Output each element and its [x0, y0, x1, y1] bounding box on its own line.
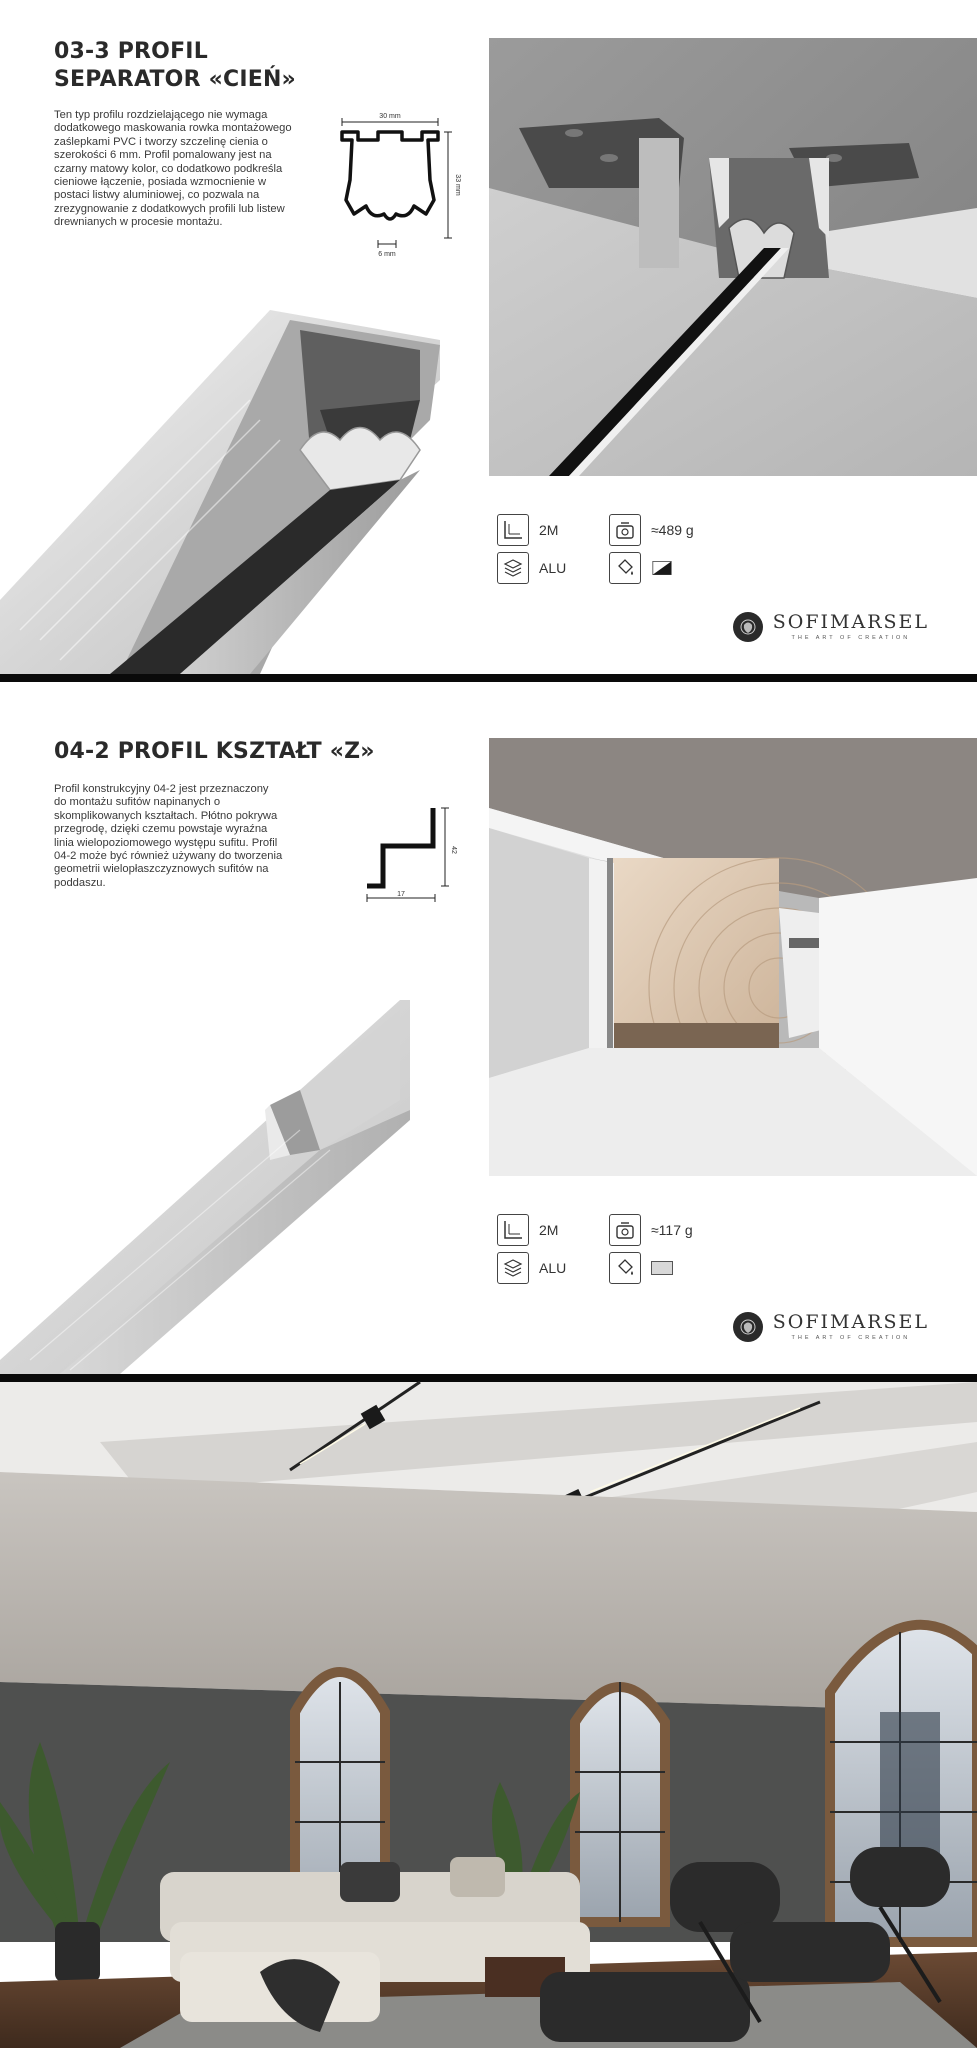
brand-name: SOFIMARSEL	[772, 1311, 929, 1333]
color-swatch-silver	[651, 1261, 673, 1275]
profile-04-2-section	[0, 682, 977, 1374]
spec-material-value: ALU	[539, 560, 567, 576]
spec-material	[497, 1252, 566, 1284]
material-icon	[497, 552, 529, 584]
drawing-width-label: 30 mm	[379, 113, 401, 120]
spec-length	[497, 1214, 558, 1246]
profile-03-3-section	[0, 0, 977, 674]
logo-wordmark	[773, 613, 929, 641]
paint-bucket-icon	[609, 552, 641, 584]
profile-03-3-product-render	[0, 300, 460, 674]
drawing-height-label: 33 mm	[454, 174, 461, 196]
section-divider	[0, 674, 977, 682]
section2-title: 04-2 PROFIL KSZTAŁT «Z»	[54, 739, 375, 764]
title-line-2: SEPARATOR «CIEŃ»	[54, 67, 296, 92]
section-divider	[0, 1374, 977, 1382]
logo-wordmark	[773, 1313, 929, 1341]
color-swatch-black-white	[651, 561, 673, 575]
sofimarsel-logo	[733, 612, 929, 642]
drawing-gap-label: 6 mm	[378, 251, 396, 258]
length-icon	[497, 1214, 529, 1246]
spec-color	[609, 1252, 673, 1284]
title-line-1: 03-3 PROFIL	[54, 39, 208, 64]
profile-03-3-installation-photo	[489, 38, 977, 476]
section1-specs	[497, 512, 797, 592]
loft-interior-photo	[0, 1382, 977, 2048]
profile-04-2-product-render	[0, 1000, 420, 1374]
brand-tagline: THE ART OF CREATION	[791, 1335, 911, 1341]
spec-weight-value: ≈489 g	[651, 522, 694, 538]
length-icon	[497, 514, 529, 546]
section1-description: Ten typ profilu rozdzielającego nie wymaga dodatkowego maskowania rowka montażowego zaślepkami PVC i tworzy szczelinę cienia o szerokości 6 mm. Profil pomalowany jest na czarny matowy kolor, co dodatkowo podkreśla cieniowe łączenie, posiada wzmocnienie w postaci listwy aluminiowej, co pozwala na zrezygnowanie z dodatkowych profili lub listew drewnianych w procesie montażu.	[54, 109, 292, 229]
sofimarsel-logo	[733, 1312, 929, 1342]
profile-03-3-technical-drawing	[330, 110, 460, 260]
section2-specs	[497, 1212, 797, 1292]
lion-crest-icon	[733, 612, 763, 642]
spec-length	[497, 514, 558, 546]
drawing-width-label: 17	[397, 891, 405, 898]
lion-crest-icon	[733, 1312, 763, 1342]
brand-name: SOFIMARSEL	[772, 611, 929, 633]
section1-title	[54, 38, 296, 94]
spec-material-value: ALU	[539, 1260, 567, 1276]
paint-bucket-icon	[609, 1252, 641, 1284]
profile-04-2-technical-drawing	[355, 800, 465, 920]
scale-icon	[609, 1214, 641, 1246]
scale-icon	[609, 514, 641, 546]
spec-weight-value: ≈117 g	[651, 1222, 693, 1238]
spec-material	[497, 552, 566, 584]
material-icon	[497, 1252, 529, 1284]
spec-weight	[609, 1214, 693, 1246]
profile-04-2-installation-photo	[489, 738, 977, 1176]
brand-tagline: THE ART OF CREATION	[791, 635, 911, 641]
spec-length-value: 2M	[539, 1222, 559, 1238]
spec-length-value: 2M	[539, 522, 559, 538]
section2-description: Profil konstrukcyjny 04-2 jest przeznaczony do montażu sufitów napinanych o skomplikowanych kształtach. Płótno pokrywa przegrodę, dzięki czemu powstaje wyraźna linia wielopoziomowego występu sufitu. Profil 04-2 może być również używany do tworzenia geometrii wielopłaszczyznowych sufitów na poddaszu.	[54, 783, 283, 889]
spec-weight	[609, 514, 694, 546]
drawing-height-label: 42	[450, 846, 457, 854]
spec-color	[609, 552, 673, 584]
